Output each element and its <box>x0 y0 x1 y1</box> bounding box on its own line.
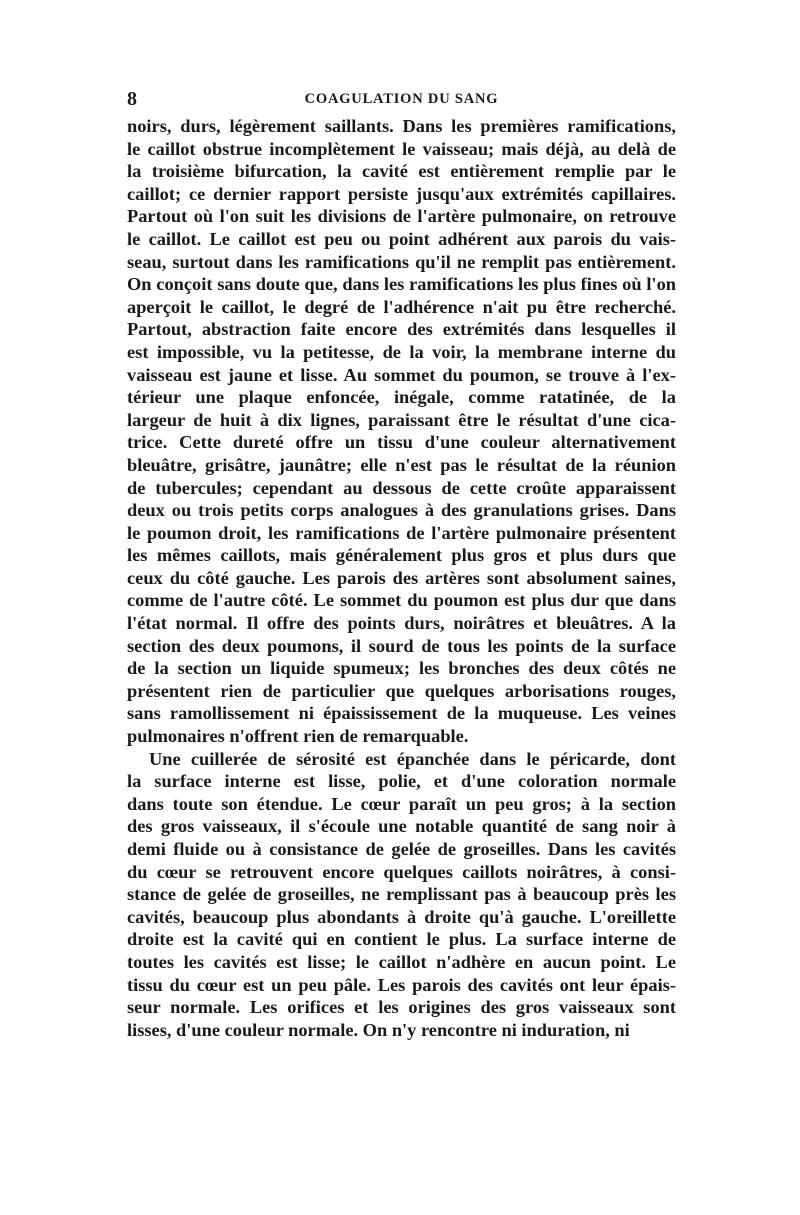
text-line: Partout où l'on suit les divisions de l'artère pulmonaire, on retrouve <box>127 206 676 227</box>
text-line: seur normale. Les orifices et les origines des gros vaisseaux sont <box>127 997 676 1018</box>
page-number: 8 <box>127 88 137 110</box>
text-line: comme de l'autre côté. Le sommet du poumon est plus dur que dans <box>127 590 676 611</box>
text-line: des gros vaisseaux, il s'écoule une notable quantité de sang noir à <box>127 816 676 837</box>
text-line: le poumon droit, les ramifications de l'artère pulmonaire présentent <box>127 522 676 543</box>
text-line: tissu du cœur est un peu pâle. Les parois des cavités ont leur épais- <box>127 974 676 995</box>
text-line: l'état normal. Il offre des points durs, noirâtres et bleuâtres. A la <box>127 613 676 634</box>
text-line: Partout, abstraction faite encore des extrémités dans lesquelles il <box>127 319 676 340</box>
text-line: aperçoit le caillot, le degré de l'adhérence n'ait pu être recherché. <box>127 296 676 317</box>
text-line: la troisième bifurcation, la cavité est entièrement remplie par le <box>127 161 676 182</box>
text-line: toutes les cavités est lisse; le caillot n'adhère en aucun point. Le <box>127 951 676 972</box>
text-line: On conçoit sans doute que, dans les ramifications les plus fines où l'on <box>127 274 676 295</box>
text-line: cavités, beaucoup plus abondants à droite qu'à gauche. L'oreillette <box>127 906 676 927</box>
text-line: droite est la cavité qui en contient le plus. La surface interne de <box>127 929 676 950</box>
text-line: caillot; ce dernier rapport persiste jusqu'aux extrémités capillaires. <box>127 183 676 204</box>
text-line: les mêmes caillots, mais généralement plus gros et plus durs que <box>127 545 676 566</box>
text-line: section des deux poumons, il sourd de tous les points de la surface <box>127 635 676 656</box>
text-line: largeur de huit à dix lignes, paraissant être le résultat d'une cica- <box>127 409 676 430</box>
text-line: pulmonaires n'offrent rien de remarquable. <box>127 726 469 747</box>
text-line: lisses, d'une couleur normale. On n'y rencontre ni induration, ni <box>127 1019 630 1040</box>
running-head: COAGULATION DU SANG <box>304 91 499 107</box>
body-text <box>127 115 676 1041</box>
text-line: ceux du côté gauche. Les parois des artères sont absolument saines, <box>127 567 676 588</box>
text-line: demi fluide ou à consistance de gelée de groseilles. Dans les cavités <box>127 839 676 859</box>
text-line: seau, surtout dans les ramifications qu'il ne remplit pas entièrement. <box>127 251 676 272</box>
text-line: sans ramollissement ni épaississement de la muqueuse. Les veines <box>127 703 676 724</box>
text-line: la surface interne est lisse, polie, et d'une coloration normale <box>127 771 676 792</box>
text-line: le caillot obstrue incomplètement le vaisseau; mais déjà, au delà de <box>127 138 676 159</box>
text-line: trice. Cette dureté offre un tissu d'une couleur alternativement <box>127 432 676 453</box>
text-line: Une cuillerée de sérosité est épanchée dans le péricarde, dont <box>149 748 676 769</box>
text-line: noirs, durs, légèrement saillants. Dans les premières ramifications, <box>127 116 676 136</box>
text-line: de la section un liquide spumeux; les bronches des deux côtés ne <box>127 658 676 679</box>
page-header <box>127 86 676 112</box>
text-line: térieur une plaque enfoncée, inégale, comme ratatinée, de la <box>127 387 676 408</box>
text-line: dans toute son étendue. Le cœur paraît un peu gros; à la section <box>127 793 676 814</box>
text-line: de tubercules; cependant au dessous de cette croûte apparaissent <box>127 477 676 498</box>
paragraph <box>127 748 676 1042</box>
text-line: est impossible, vu la petitesse, de la voir, la membrane interne du <box>127 341 676 362</box>
text-line: deux ou trois petits corps analogues à des granulations grises. Dans <box>127 500 676 521</box>
paragraph <box>127 115 676 748</box>
text-line: vaisseau est jaune et lisse. Au sommet du poumon, se trouve à l'ex- <box>127 364 676 385</box>
text-line: le caillot. Le caillot est peu ou point adhérent aux parois du vais- <box>127 228 676 249</box>
text-line: bleuâtre, grisâtre, jaunâtre; elle n'est pas le résultat de la réunion <box>127 454 676 475</box>
text-line: stance de gelée de groseilles, ne remplissant pas à beaucoup près les <box>127 884 676 905</box>
text-line: du cœur se retrouvent encore quelques caillots noirâtres, à consi- <box>127 861 676 882</box>
text-line: présentent rien de particulier que quelques arborisations rouges, <box>127 680 676 701</box>
